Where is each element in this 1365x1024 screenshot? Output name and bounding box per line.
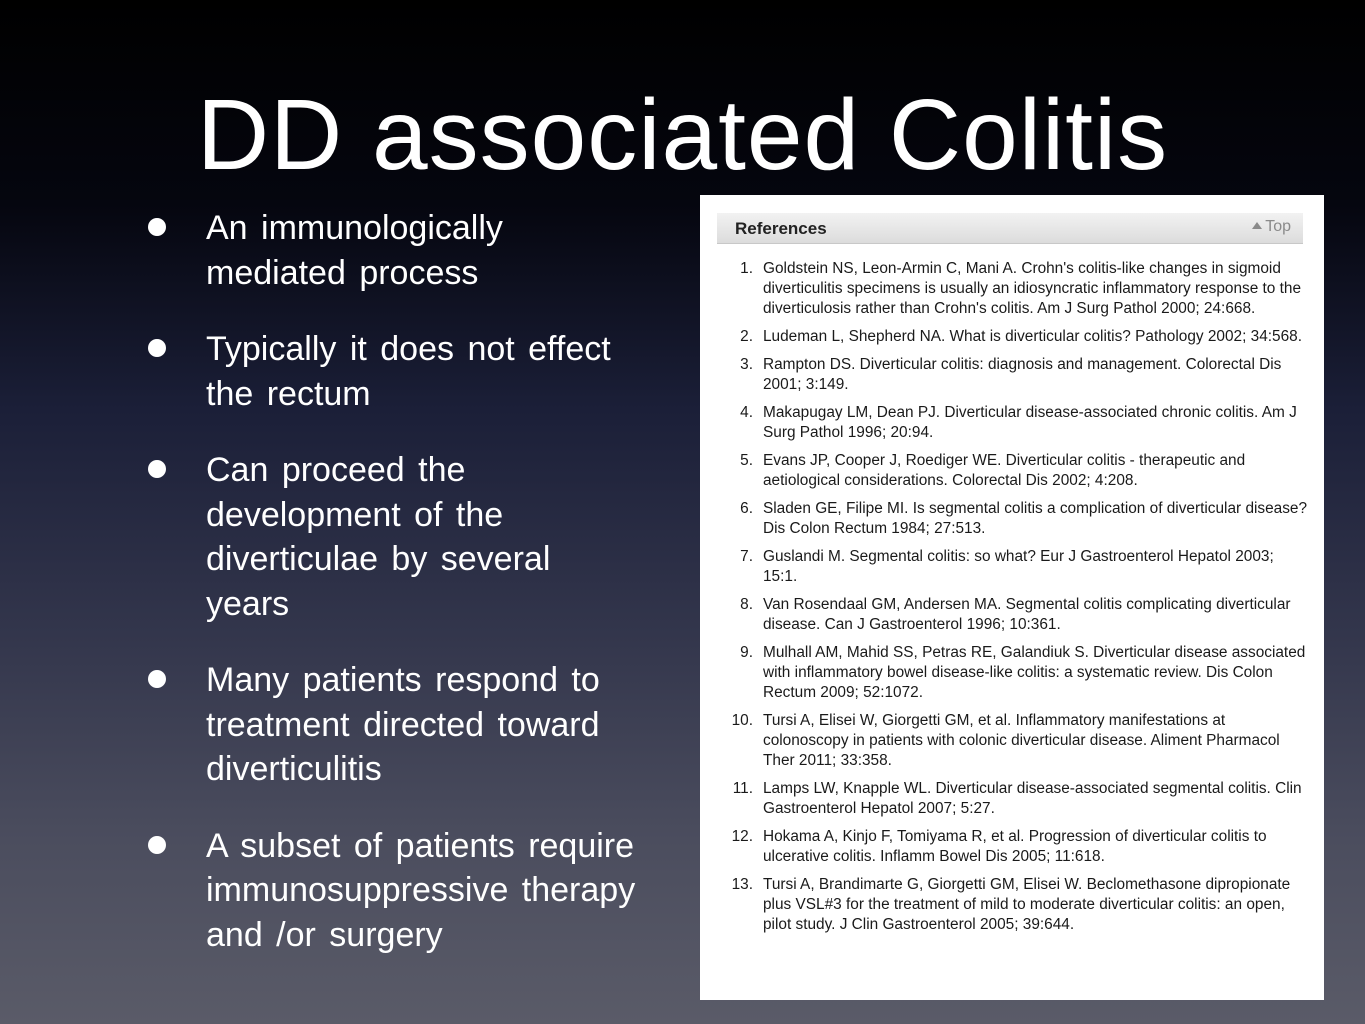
- bullet-dot-icon: [148, 836, 166, 854]
- bullet-text: Typically it does not effect the rectum: [206, 330, 611, 413]
- bullet-text: An immunologically mediated process: [206, 209, 503, 292]
- reference-text: Guslandi M. Segmental colitis: so what? Eur J Gastroenterol Hepatol 2003; 15:1.: [763, 548, 1274, 585]
- reference-item: [718, 499, 1308, 539]
- reference-list: [718, 259, 1308, 943]
- reference-text: Mulhall AM, Mahid SS, Petras RE, Galandiuk S. Diverticular disease associated with inflammatory bowel disease-like colitis: a systematic review. Dis Colon Rectum 2009; 52:1072.: [763, 644, 1306, 701]
- reference-item: [718, 711, 1308, 771]
- bullet-text: A subset of patients require immunosuppressive therapy and /or surgery: [206, 826, 636, 954]
- reference-text: Van Rosendaal GM, Andersen MA. Segmental colitis complicating diverticular disease. Can J Gastroenterol 1996; 10:361.: [763, 596, 1291, 633]
- reference-number: 5.: [740, 452, 753, 469]
- reference-text: Goldstein NS, Leon-Armin C, Mani A. Crohn's colitis-like changes in sigmoid diverticulitis specimens is usually an idiosyncratic inflammatory response to the diverticulosis rather than Crohn's colitis. Am J Surg Pathol 2000; 24:668.: [763, 260, 1302, 317]
- reference-number: 9.: [740, 644, 753, 661]
- bullet-dot-icon: [148, 460, 166, 478]
- bullet-item: [145, 658, 645, 792]
- reference-item: [718, 403, 1308, 443]
- references-header: [717, 213, 1303, 244]
- reference-text: Makapugay LM, Dean PJ. Diverticular disease-associated chronic colitis. Am J Surg Pathol 1996; 20:94.: [763, 404, 1297, 441]
- reference-item: [718, 643, 1308, 703]
- reference-item: [718, 827, 1308, 867]
- reference-number: 10.: [731, 712, 753, 729]
- reference-text: Ludeman L, Shepherd NA. What is diverticular colitis? Pathology 2002; 34:568.: [763, 328, 1302, 345]
- reference-text: Hokama A, Kinjo F, Tomiyama R, et al. Progression of diverticular colitis to ulcerative colitis. Inflamm Bowel Dis 2005; 11:618.: [763, 828, 1267, 865]
- reference-number: 1.: [740, 260, 753, 277]
- bullet-list: [145, 206, 645, 989]
- reference-item: [718, 259, 1308, 319]
- reference-item: [718, 451, 1308, 491]
- reference-number: 3.: [740, 356, 753, 373]
- reference-text: Tursi A, Brandimarte G, Giorgetti GM, Elisei W. Beclomethasone dipropionate plus VSL#3 for the treatment of mild to moderate diverticular colitis: an open, pilot study. J Clin Gastroenterol 2005; 39:644.: [763, 876, 1291, 933]
- slide-title: DD associated Colitis: [196, 79, 1169, 191]
- reference-item: [718, 327, 1308, 347]
- reference-number: 11.: [732, 780, 753, 797]
- reference-item: [718, 355, 1308, 395]
- bullet-dot-icon: [148, 670, 166, 688]
- reference-text: Evans JP, Cooper J, Roediger WE. Diverticular colitis - therapeutic and aetiological considerations. Colorectal Dis 2002; 4:208.: [763, 452, 1246, 489]
- reference-number: 2.: [740, 328, 753, 345]
- bullet-text: Can proceed the development of the diverticulae by several years: [206, 451, 551, 623]
- reference-number: 7.: [740, 548, 753, 565]
- back-to-top-link[interactable]: [1252, 218, 1291, 236]
- reference-number: 6.: [740, 500, 753, 517]
- reference-text: Rampton DS. Diverticular colitis: diagnosis and management. Colorectal Dis 2001; 3:149.: [763, 356, 1282, 393]
- bullet-item: [145, 448, 645, 626]
- references-heading: References: [735, 219, 827, 238]
- reference-item: [718, 595, 1308, 635]
- reference-item: [718, 547, 1308, 587]
- bullet-item: [145, 206, 645, 295]
- reference-text: Sladen GE, Filipe MI. Is segmental colitis a complication of diverticular disease? Dis Colon Rectum 1984; 27:513.: [763, 500, 1308, 537]
- back-to-top-label: Top: [1265, 218, 1291, 235]
- reference-number: 8.: [740, 596, 753, 613]
- bullet-text: Many patients respond to treatment directed toward diverticulitis: [206, 661, 600, 788]
- bullet-item: [145, 824, 645, 958]
- reference-number: 12.: [731, 828, 753, 845]
- reference-text: Lamps LW, Knapple WL. Diverticular disease-associated segmental colitis. Clin Gastroenterol Hepatol 2007; 5:27.: [763, 780, 1302, 817]
- bullet-item: [145, 327, 645, 416]
- reference-text: Tursi A, Elisei W, Giorgetti GM, et al. Inflammatory manifestations at colonoscopy in patients with colonic diverticular disease. Aliment Pharmacol Ther 2011; 33:358.: [763, 712, 1280, 769]
- reference-item: [718, 875, 1308, 935]
- up-arrow-icon: [1252, 222, 1262, 229]
- bullet-dot-icon: [148, 339, 166, 357]
- reference-number: 13.: [731, 876, 753, 893]
- references-screenshot: [700, 195, 1324, 1000]
- reference-item: [718, 779, 1308, 819]
- bullet-dot-icon: [148, 218, 166, 236]
- reference-number: 4.: [740, 404, 753, 421]
